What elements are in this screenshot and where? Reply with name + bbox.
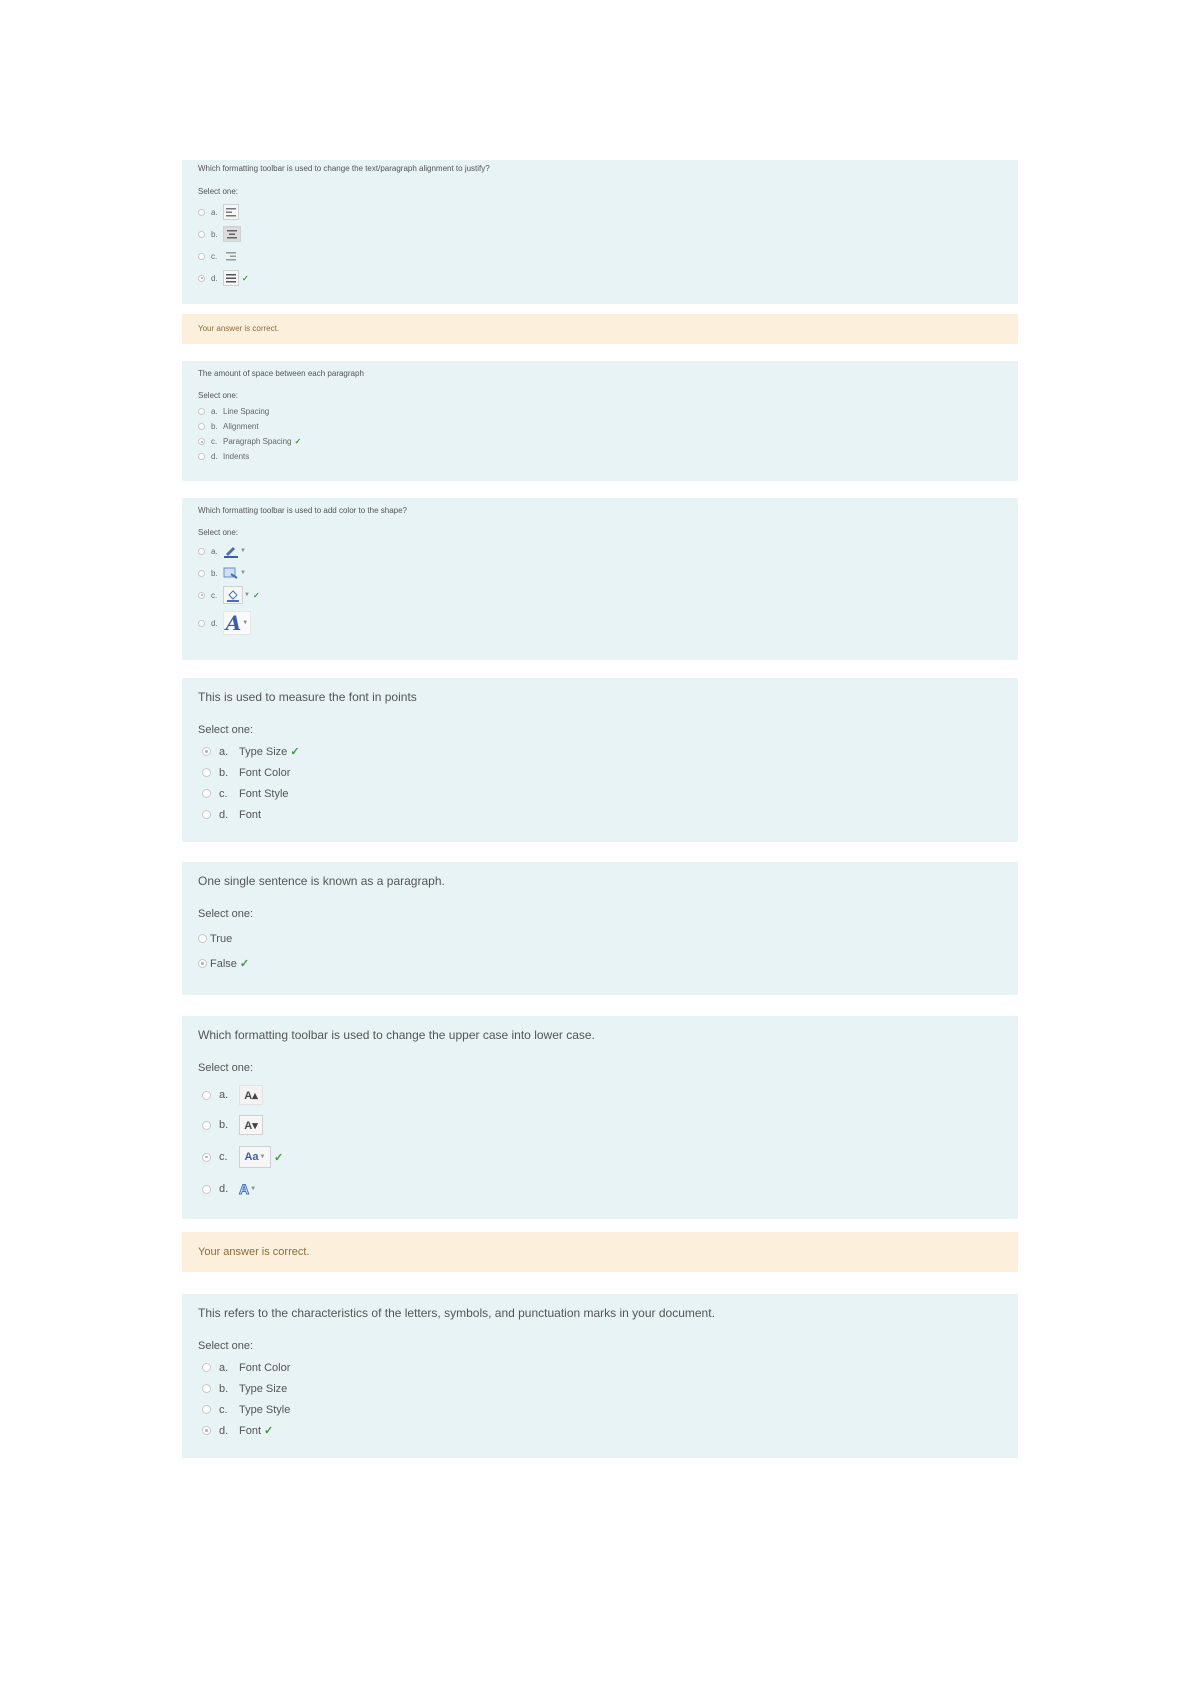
radio[interactable]	[198, 570, 205, 577]
radio[interactable]	[198, 209, 205, 216]
option-label: Font	[239, 1424, 262, 1437]
feedback-text: Your answer is correct.	[198, 1246, 310, 1258]
option-label: Font Color	[239, 1361, 291, 1374]
option-a[interactable]	[198, 1080, 1002, 1110]
option-d[interactable]	[198, 606, 1002, 640]
radio[interactable]	[198, 934, 207, 943]
option-d[interactable]	[198, 1420, 1002, 1441]
radio[interactable]	[202, 1185, 211, 1194]
option-letter: c.	[219, 1403, 228, 1416]
correct-check-icon: ✓	[290, 746, 300, 758]
option-letter: d.	[211, 618, 218, 628]
question-1	[182, 160, 1018, 304]
option-d[interactable]	[198, 449, 1002, 464]
option-label: False	[210, 957, 237, 970]
option-label: Font	[239, 808, 262, 821]
option-letter: b.	[211, 568, 218, 578]
option-letter: a.	[219, 1089, 229, 1101]
align-center-icon	[223, 226, 241, 242]
radio[interactable]	[202, 1384, 211, 1393]
change-case-icon: Aa ▼	[239, 1146, 271, 1168]
option-a[interactable]	[198, 1357, 1002, 1378]
select-label: Select one:	[198, 187, 239, 196]
align-left-icon	[223, 204, 239, 220]
option-c[interactable]	[198, 245, 1002, 267]
question-2	[182, 361, 1018, 481]
align-right-icon	[223, 248, 239, 264]
option-letter: c.	[211, 251, 218, 261]
radio[interactable]	[202, 810, 211, 819]
correct-check-icon: ✓	[242, 273, 249, 283]
question-4	[182, 678, 1018, 842]
option-label: Indents	[223, 452, 250, 461]
question-text: Which formatting toolbar is used to add color to the shape?	[198, 506, 408, 515]
question-text: One single sentence is known as a paragraph.	[198, 874, 445, 888]
correct-check-icon: ✓	[252, 590, 260, 600]
radio[interactable]	[198, 548, 205, 555]
option-letter: a.	[219, 745, 229, 758]
option-c[interactable]	[198, 1399, 1002, 1420]
correct-check-icon: ✓	[264, 1425, 274, 1437]
change-case-glyph: Aa	[244, 1151, 259, 1163]
option-letter: a.	[211, 546, 218, 556]
option-label: Type Style	[239, 1403, 291, 1416]
grow-font-icon: A▴	[239, 1085, 263, 1105]
radio[interactable]	[198, 620, 205, 627]
question-3	[182, 498, 1018, 660]
option-letter: a.	[211, 207, 218, 217]
question-text: This refers to the characteristics of the letters, symbols, and punctuation marks in your document.	[198, 1306, 715, 1320]
shape-effects-icon: ▼	[223, 566, 246, 580]
radio[interactable]	[202, 1363, 211, 1372]
radio[interactable]	[202, 1153, 211, 1162]
feedback-correct	[182, 314, 1018, 344]
option-letter: b.	[219, 1119, 229, 1131]
option-c[interactable]	[198, 783, 1002, 804]
option-c[interactable]	[198, 1140, 1002, 1174]
option-letter: d.	[211, 273, 218, 283]
shrink-font-icon: A▾	[239, 1115, 263, 1135]
select-label: Select one:	[198, 1062, 254, 1074]
option-label: Font Color	[239, 766, 291, 779]
option-letter: a.	[219, 1361, 229, 1374]
radio[interactable]	[202, 789, 211, 798]
question-text: Which formatting toolbar is used to change the upper case into lower case.	[198, 1028, 595, 1042]
radio[interactable]	[202, 747, 211, 756]
select-label: Select one:	[198, 1340, 254, 1352]
option-label: True	[210, 932, 233, 945]
option-b[interactable]	[198, 1110, 1002, 1140]
text-highlight-icon: A ▼	[239, 1181, 257, 1197]
option-letter: c.	[211, 437, 218, 446]
option-d[interactable]	[198, 1174, 1002, 1204]
option-d[interactable]	[198, 804, 1002, 825]
radio[interactable]	[202, 1091, 211, 1100]
question-7	[182, 1294, 1018, 1458]
option-a[interactable]	[198, 741, 1002, 762]
radio[interactable]	[198, 438, 205, 445]
option-letter: d.	[219, 808, 229, 821]
text-effects-icon: A ▼	[223, 611, 251, 635]
option-letter: d.	[219, 1183, 229, 1195]
option-label: Line Spacing	[223, 407, 270, 416]
select-label: Select one:	[198, 391, 239, 400]
select-label: Select one:	[198, 908, 254, 920]
option-false[interactable]	[198, 951, 1002, 976]
question-text: The amount of space between each paragraph	[198, 369, 364, 378]
option-label: Alignment	[223, 422, 259, 431]
question-text: Which formatting toolbar is used to change the text/paragraph alignment to justify?	[198, 164, 490, 173]
radio[interactable]	[198, 959, 207, 968]
option-label: Font Style	[239, 787, 289, 800]
option-c[interactable]: c. ▼ ✓	[198, 584, 1002, 606]
option-letter: d.	[219, 1424, 229, 1437]
select-label: Select one:	[198, 528, 239, 537]
feedback-correct	[182, 1232, 1018, 1272]
align-justify-icon	[223, 270, 239, 286]
question-text: This is used to measure the font in points	[198, 690, 417, 704]
correct-check-icon: ✓	[294, 437, 302, 446]
radio[interactable]	[198, 423, 205, 430]
option-label: Type Size	[239, 1382, 288, 1395]
feedback-text: Your answer is correct.	[198, 324, 280, 333]
option-b[interactable]	[198, 223, 1002, 245]
option-letter: c.	[219, 1151, 228, 1163]
option-letter: b.	[211, 422, 218, 431]
option-letter: a.	[211, 407, 218, 416]
shape-outline-icon: ▼	[223, 544, 246, 558]
radio[interactable]	[198, 231, 205, 238]
option-b[interactable]	[198, 762, 1002, 783]
radio[interactable]	[198, 453, 205, 460]
shape-fill-icon	[223, 586, 243, 604]
option-a[interactable]	[198, 201, 1002, 223]
radio[interactable]	[202, 1405, 211, 1414]
radio[interactable]	[198, 408, 205, 415]
text-highlight-glyph: A	[239, 1181, 250, 1197]
radio[interactable]	[202, 1426, 211, 1435]
option-letter: b.	[211, 229, 218, 239]
option-a[interactable]	[198, 540, 1002, 562]
option-c[interactable]	[198, 434, 1002, 449]
option-a[interactable]	[198, 404, 1002, 419]
radio[interactable]	[198, 275, 205, 282]
question-6	[182, 1016, 1018, 1219]
correct-check-icon: ✓	[239, 958, 250, 970]
question-5	[182, 862, 1018, 995]
option-b[interactable]	[198, 1378, 1002, 1399]
option-label: Type Size	[239, 745, 288, 758]
correct-check-icon: ✓	[274, 1151, 284, 1164]
option-b[interactable]	[198, 419, 1002, 434]
option-letter: b.	[219, 1382, 229, 1395]
option-label: Paragraph Spacing	[223, 437, 292, 446]
option-letter: d.	[211, 452, 218, 461]
option-d[interactable]	[198, 267, 1002, 289]
select-label: Select one:	[198, 724, 254, 736]
option-letter: c.	[219, 787, 228, 800]
option-b[interactable]	[198, 562, 1002, 584]
option-letter: b.	[219, 766, 229, 779]
radio[interactable]	[198, 253, 205, 260]
radio[interactable]	[198, 592, 205, 599]
radio[interactable]	[202, 1121, 211, 1130]
option-true[interactable]	[198, 926, 1002, 951]
option-letter: c.	[211, 590, 218, 600]
radio[interactable]	[202, 768, 211, 777]
